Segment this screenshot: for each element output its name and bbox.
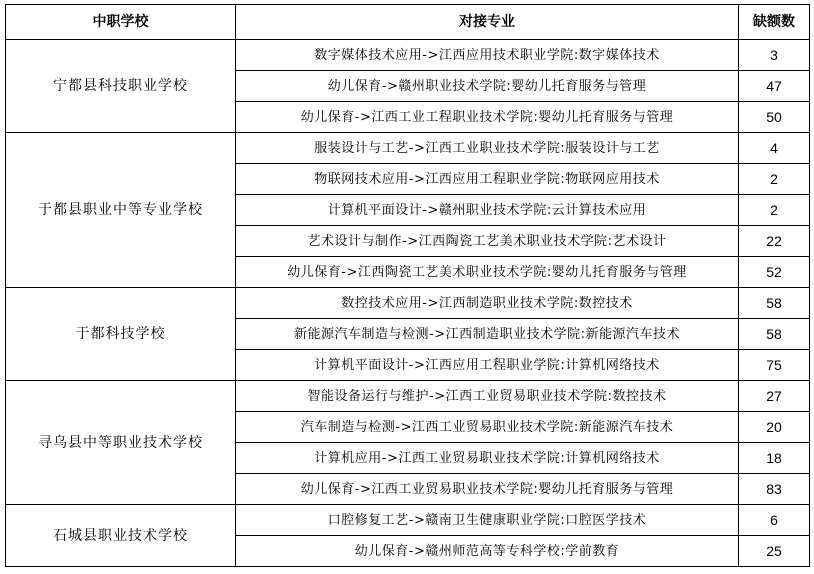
major-cell: 智能设备运行与维护->江西工业贸易职业技术学院:数控技术: [236, 381, 739, 412]
major-cell: 服装设计与工艺->江西工业职业技术学院:服装设计与工艺: [236, 133, 739, 164]
major-cell: 艺术设计与制作->江西陶瓷工艺美术职业技术学院:艺术设计: [236, 226, 739, 257]
major-cell: 计算机平面设计->江西应用工程职业学院:计算机网络技术: [236, 350, 739, 381]
vacancy-count-cell: 27: [739, 381, 810, 412]
vacancy-count-cell: 52: [739, 257, 810, 288]
school-cell: 石城县职业技术学校: [6, 505, 236, 567]
school-cell: 于都县职业中等专业学校: [6, 133, 236, 288]
vacancy-count-cell: 20: [739, 412, 810, 443]
major-cell: 幼儿保育->江西工业贸易职业技术学院:婴幼儿托育服务与管理: [236, 474, 739, 505]
major-cell: 幼儿保育->赣州师范高等专科学校:学前教育: [236, 536, 739, 567]
major-cell: 物联网技术应用->江西应用工程职业学院:物联网应用技术: [236, 164, 739, 195]
table-row: [6, 288, 810, 319]
vacancy-count-cell: 25: [739, 536, 810, 567]
vacancy-count-cell: 58: [739, 319, 810, 350]
table-row: [6, 381, 810, 412]
school-cell: 宁都县科技职业学校: [6, 40, 236, 133]
major-cell: 幼儿保育->赣州职业技术学院:婴幼儿托育服务与管理: [236, 71, 739, 102]
table-row: [6, 133, 810, 164]
major-cell: 幼儿保育->江西陶瓷工艺美术职业技术学院:婴幼儿托育服务与管理: [236, 257, 739, 288]
header-row: [6, 5, 810, 40]
major-cell: 数控技术应用->江西制造职业技术学院:数控技术: [236, 288, 739, 319]
vacancy-count-cell: 75: [739, 350, 810, 381]
vacancy-count-cell: 50: [739, 102, 810, 133]
major-cell: 汽车制造与检测->江西工业贸易职业技术学院:新能源汽车技术: [236, 412, 739, 443]
vacancy-count-cell: 2: [739, 164, 810, 195]
vacancy-count-cell: 2: [739, 195, 810, 226]
school-cell: 寻乌县中等职业技术学校: [6, 381, 236, 505]
vacancy-count-cell: 4: [739, 133, 810, 164]
school-cell: 于都科技学校: [6, 288, 236, 381]
vacancy-count-cell: 58: [739, 288, 810, 319]
major-cell: 数字媒体技术应用->江西应用技术职业学院:数字媒体技术: [236, 40, 739, 71]
major-cell: 新能源汽车制造与检测->江西制造职业技术学院:新能源汽车技术: [236, 319, 739, 350]
vacancy-count-cell: 47: [739, 71, 810, 102]
vacancy-table: [5, 4, 810, 567]
major-cell: 幼儿保育->江西工业工程职业技术学院:婴幼儿托育服务与管理: [236, 102, 739, 133]
major-cell: 口腔修复工艺->赣南卫生健康职业学院:口腔医学技术: [236, 505, 739, 536]
vacancy-count-cell: 83: [739, 474, 810, 505]
vacancy-count-cell: 22: [739, 226, 810, 257]
vacancy-count-cell: 6: [739, 505, 810, 536]
vacancy-count-cell: 3: [739, 40, 810, 71]
header-major: 对接专业: [236, 5, 739, 40]
major-cell: 计算机平面设计->赣州职业技术学院:云计算技术应用: [236, 195, 739, 226]
major-cell: 计算机应用->江西工业贸易职业技术学院:计算机网络技术: [236, 443, 739, 474]
table-row: [6, 40, 810, 71]
table-container: [5, 4, 810, 567]
header-vacancies: 缺额数: [739, 5, 810, 40]
table-row: [6, 505, 810, 536]
vacancy-count-cell: 18: [739, 443, 810, 474]
table-body: [6, 40, 810, 567]
header-school: 中职学校: [6, 5, 236, 40]
